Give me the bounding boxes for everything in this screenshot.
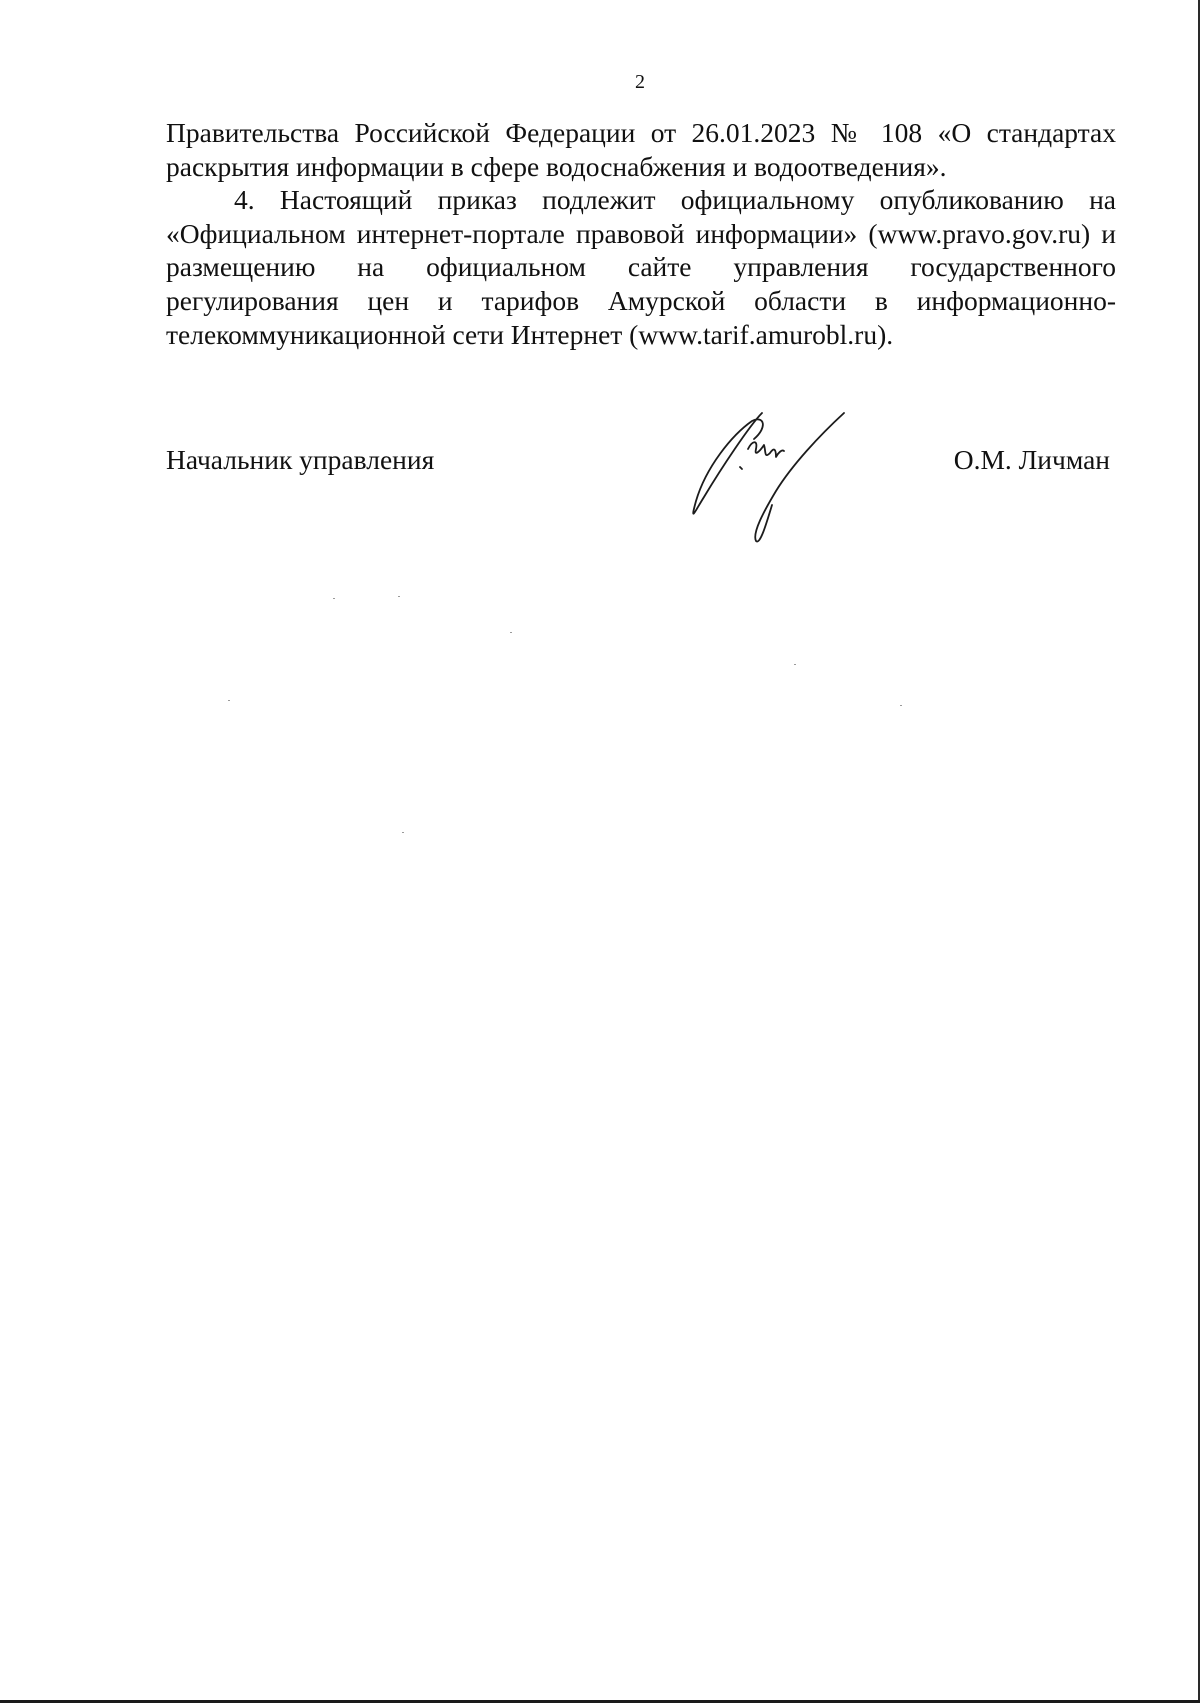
signer-position: Начальник управления bbox=[166, 444, 435, 475]
scan-speck bbox=[333, 598, 335, 599]
signature-stroke-letters bbox=[748, 442, 784, 457]
page-number: 2 bbox=[635, 71, 645, 93]
signature-stroke-dot bbox=[740, 467, 742, 469]
paragraph-continuation: Правительства Российской Федерации от 26.01.2023 № 108 «О стандартах раскрытия информации в сфере водоснабжения и водоотведения». bbox=[166, 117, 1116, 182]
scan-speck bbox=[228, 700, 230, 701]
paragraph-publication-clause: 4. Настоящий приказ подлежит официальному опубликованию на «Официальном интернет-портале правовой информации» (www.pravo.gov.ru) и размещению на официальном сайте управления государственного регулирования цен и тарифов Амурской области в информационно-телекоммуникационной сети Интернет (www.tarif.amurobl.ru). bbox=[166, 184, 1116, 350]
scan-speck bbox=[794, 664, 796, 665]
signature-block bbox=[166, 442, 1116, 482]
body-text bbox=[166, 116, 1116, 351]
signer-name: О.М. Личман bbox=[953, 444, 1110, 475]
handwritten-signature-icon bbox=[680, 405, 870, 550]
signature-stroke-tail bbox=[755, 413, 844, 542]
scan-speck bbox=[402, 832, 404, 833]
signature-stroke-loop bbox=[693, 413, 763, 514]
scan-speck bbox=[510, 632, 512, 633]
scan-speck bbox=[398, 596, 400, 597]
scan-speck bbox=[900, 705, 902, 706]
